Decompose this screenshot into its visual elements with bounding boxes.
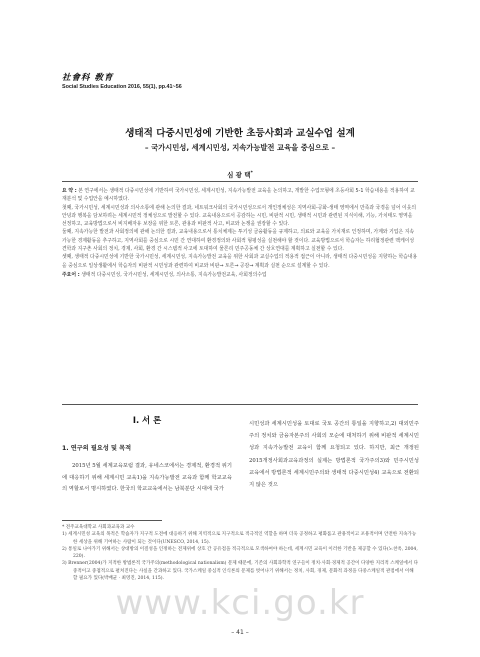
abstract-text-1: 본 연구에서는 생태적 다중시민성에 기반하여 국가시민성, 세계시민성, 지속가능발전 교육을 논의하고, 개발한 수업모형에 초등사회 5-1 학습내용을 적용하여 교재분석 및 수업안을 예시하였다.	[62, 188, 415, 203]
body-left-column	[62, 461, 232, 496]
body-left-paragraph: 2015년 5월 세계교육포럼 결과, 유네스코에서는 경제적, 환경적 위기에 대응하기 위해 세계시민 교육1)을 지속가능발전 교육과 함께 학교교육의 역할로서 명시하였다. 한국의 학교교육에서는 남북분단 시대에 국가	[62, 463, 232, 493]
footnote-1: 1) 세계시민성 교육의 목적은 학습자가 지구적 도전에 대응하기 위해 지역적으로 지구적으로 적극적인 역할을 하며 더욱 공정하고 평화롭고 관용적이고 포용적이며 안전한 지속가능한 세상을 위해 기여하는 사람이 되는 것이다(UNESCO, 2014, 15).	[62, 532, 417, 545]
journal-logo: 社會科 敎育	[62, 73, 114, 83]
abstract-paragraph-2: 첫째, 국가시민성, 세계시민성과 의사소통에 관해 논의한 결과, 네트워크사회의 국가시민성으로서 개인정체성은 지역사회-공화-생태 영역에서 만족과 국경을 넘어 이웃의 안녕과 행복을 담보하려는 세계시민적 정체성으로 발전할 수 있다. 교육내용으로서 공감하는 시민, 비판적 시민, 생태적 시민과 관련된 지식이해, 기능, 가치태도 영역을 선정하고, 교육방법으로서 비지배자유 보장을 위한 토론, 관용과 비판적 사고, 비교와 논쟁을 권장할 수 있다.	[62, 204, 417, 228]
footnotes	[62, 524, 418, 582]
watermark: www.kci.go.kr	[115, 583, 365, 623]
page-number: – 41 –	[231, 629, 249, 636]
footnote-rule	[62, 520, 162, 521]
abstract-paragraph-3: 둘째, 지속가능한 발전과 사회정의에 관해 논의한 결과, 교육내용으로서 통치체제는 투기성 금융활동을 규제하고, 의료와 교육을 가치재로 인정하며, 가계와 기업은 지속가능한 경제활동을 추구하고, 지역사회를 중심으로 시민 간 연대하여 환경정의와 사회적 형평성을 실천해야 할 것이다. 교육방법으로서 학습자는 하리협정관련 맥케이성 견학과 지구촌 사회의 정치, 경제, 사회, 환경 간 시스템적 사고에 토대하여 물론리 민주공동체 간 상호연대를 계획하고 실천할 수 있다.	[62, 229, 415, 253]
body-right-paragraph: 시민성과 세계시민성을 토대로 국토 공간의 통일을 지향하고,2) 대외민주주의 정치와 금융자본주의 사회의 모순에 대처하기 위해 비판적 세계시민성과 지속가능발전 교육이 함께 요청되고 있다. 하지만, 최근 개정된 2015개정사회과교육과정의 실제는 방법론적 국가주의3)와 민주시민성 교육에서 방법론적 세계시민주의와 생태적 다중시민성4) 교육으로 전환되지 않은 것으	[249, 421, 419, 489]
footnote-3: 3) Brenner(2004)가 지적한 방법론적 국가주의(methodological nationalism) 문제 때문에, 기존의 사회과학적 연구들이 정치·사회·경제적 공간이 다양한 지리적 스케일에서 다중적이고 중첩적으로 펼쳐진다는 사실을 간과하고 있다. 국가스케일 중심적 인식론의 문제를 벗어나기 위해서는 정치, 사회, 경제, 문화적 과정을 다중스케일적 관점에서 이해할 필요가 있다(박배균 · 최영진, 2014, 115).	[62, 561, 418, 582]
author-name: 심 광 택	[227, 171, 251, 179]
abstract	[62, 187, 418, 279]
author	[0, 170, 480, 179]
abstract-label: 요 약 :	[62, 188, 77, 194]
footnote-2: 2) 통일로 나아가기 위해서는 상대방의 이질성을 인정하는 전제위에 상호 간 공유점을 적극적으로 모색하여야 하는데, 세계시민 교육이 이러한 기반을 제공할 수 있다(노찬옥, 2004, 220).	[62, 546, 418, 560]
paper-subtitle: – 국가시민성, 세계시민성, 지속가능발전 교육을 중심으로 –	[144, 143, 336, 152]
abstract-top-rule	[62, 181, 418, 182]
keywords-label: 주요어 :	[62, 271, 80, 278]
journal-info: Social Studies Education 2016, 55(1), pp.41~56	[62, 84, 182, 90]
author-mark: *	[250, 170, 253, 176]
keywords	[62, 271, 418, 279]
footnote-affiliation: * 전주교육대학교 사회과교육과 교수	[62, 525, 135, 530]
body-right-column	[249, 418, 419, 491]
paper-title: 생태적 다중시민성에 기반한 초등사회과 교실수업 설계	[125, 128, 355, 139]
keywords-text: 생태적 다중시민성, 국가시민성, 세계시민성, 의사소통, 지속가능발전교육, 사회정의수업	[81, 271, 267, 278]
abstract-bottom-rule	[62, 404, 418, 405]
abstract-paragraph-4: 셋째, 생태적 다중시민성에 기반한 국가시민성, 세계시민성, 지속가능발전 교육을 위한 사회과 교실수업의 적용적 접근이 아니라, 생태적 다중시민성을 지향하는 학습내용을 중심으로 일상생활에서 학습자의 비판적 시민성과 관련하여 비교와 비판→ 토론→ 공감→ 계획과 실천 순으로 설계할 수 있다.	[62, 254, 418, 269]
section-title: Ⅰ. 서 론	[132, 415, 162, 425]
abstract-paragraph-1	[62, 187, 418, 204]
subsection-title: 1. 연구의 필요성 및 목적	[62, 445, 132, 452]
